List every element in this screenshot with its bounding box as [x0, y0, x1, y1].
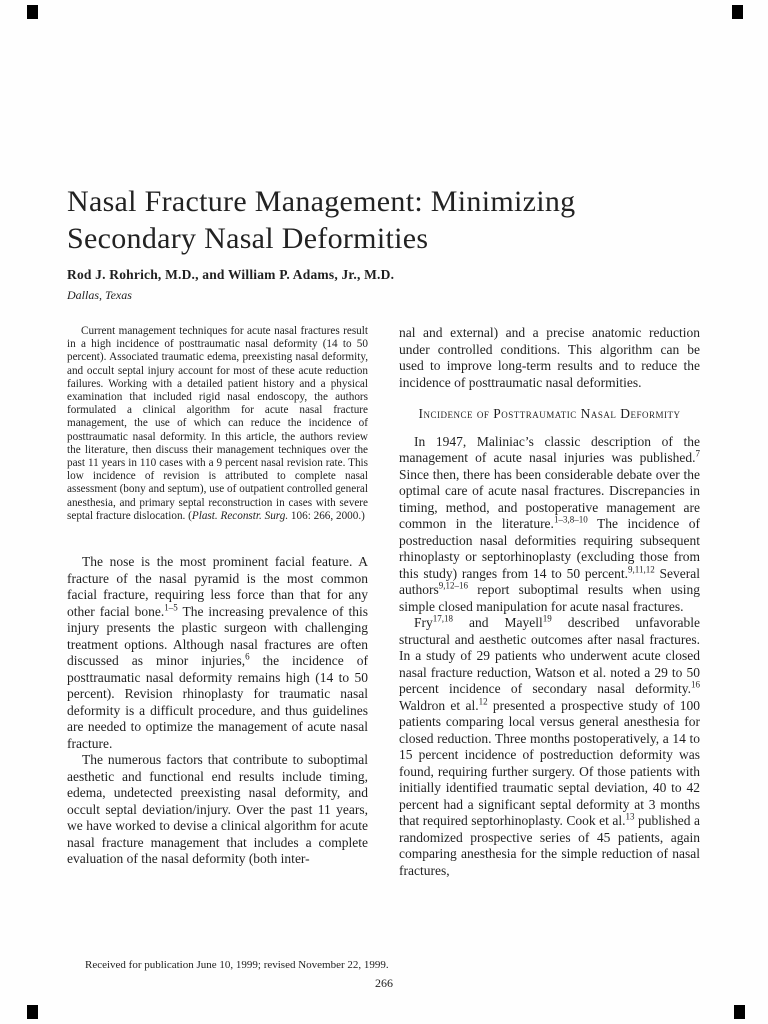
article-title: Nasal Fracture Management: Minimizing Secondary Nasal Deformities	[67, 185, 576, 255]
article-content	[67, 183, 701, 879]
abstract-text: Current management techniques for acute nasal fractures result in a high incidence of posttraumatic nasal deformity (14 to 50 percent). Associated traumatic edema, preexisting nasal deformity, and occult septal injury account for most of these acute reduction failures. Working with a detailed patient history and a physical examination that included rigid nasal endoscopy, the authors formulated a clinical algorithm for acute nasal fracture management, the use of which can reduce the incidence of posttraumatic nasal deformity. In this article, the authors review the literature, then discuss their management techniques over the past 11 years in 110 cases with a 9 percent nasal revision rate. This low incidence of revision is attributed to complete nasal assessment (bony and septum), use of outpatient controlled general anesthesia, and primary septal reconstruction in cases with severe septal fracture dislocation. (Plast. Reconstr. Surg. 106: 266, 2000.)	[67, 325, 368, 522]
left-body-text	[67, 554, 368, 868]
abstract	[67, 325, 368, 523]
registration-mark-bottom-right	[734, 1005, 745, 1019]
body-paragraph: The nose is the most prominent facial feature. A fracture of the nasal pyramid is the most common facial fracture, requiring less force than that for any other facial bone.$^{1-5}$ The increasing prevalence of this injury presents the plastic surgeon with challenging treatment options. Although nasal fractures are often discussed as minor injuries,$^6$ the incidence of posttraumatic nasal deformity remains high (14 to 50 percent). Revision rhinoplasty for traumatic nasal deformity is a difficult procedure, and thus guidelines are needed to optimize the management of acute nasal fracture.	[67, 554, 369, 751]
right-column	[399, 325, 700, 879]
body-paragraph-continuation: nal and external) and a precise anatomic reduction under controlled conditions. This algorithm can be used to improve long-term results and to reduce the incidence of posttraumatic nasal deformities.	[399, 325, 700, 390]
registration-mark-top-left	[27, 5, 38, 19]
registration-mark-bottom-left	[27, 1005, 38, 1019]
body-paragraph: Fry$^{17,18}$ and Mayell$^{19}$ described unfavorable structural and aesthetic outcomes after nasal fractures. In a study of 29 patients who underwent acute closed nasal fracture reduction, Watson et al. noted a 29 to 50 percent incidence of secondary nasal deformity.$^{16}$ Waldron et al.$^{12}$ presented a prospective study of 100 patients comparing local versus general anesthesia for closed reduction. Three months postoperatively, a 14 to 15 percent incidence of postreduction deformity was found, requiring further surgery. Of those patients with initially identified traumatic septal deviation, 40 to 42 percent had a significant septal deformity at 3 months that required septorhinoplasty. Cook et al.$^{13}$ published a randomized prospective series of 45 patients, again comparing anesthesia for the simple reduction of nasal fractures,	[399, 613, 700, 878]
body-paragraph: The numerous factors that contribute to suboptimal aesthetic and functional end results include timing, edema, undetected preexisting nasal deformity, and occult septal deviation/injury. Over the past 11 years, we have worked to devise a clinical algorithm for acute nasal fracture management that includes a complete evaluation of the nasal deformity (both inter-	[67, 752, 368, 867]
section-heading-incidence: Incidence of Posttraumatic Nasal Deformity	[418, 406, 681, 421]
affiliation: Dallas, Texas	[67, 288, 132, 302]
registration-mark-top-right	[732, 5, 743, 19]
body-paragraph: In 1947, Maliniac’s classic description of the management of acute nasal injuries was published.$^7$ Since then, there has been considerable debate over the optimal care of acute nasal fractures. Discrepancies in timing, method, and postoperative management are common in the literature.$^{1-3,8-10}$ The incidence of postreduction nasal deformities requiring subsequent rhinoplasty or septorhinoplasty (excluding those from this study) ranges from 14 to 50 percent.$^{9,11,12}$ Several authors$^{9,12-16}$ report suboptimal results when using simple closed manipulation for acute nasal fractures.	[399, 433, 700, 614]
received-note: Received for publication June 10, 1999; revised November 22, 1999.	[85, 959, 389, 971]
left-column	[67, 325, 368, 879]
authors-line: Rod J. Rohrich, M.D., and William P. Adams, Jr., M.D.	[67, 267, 395, 282]
page-number: 266	[375, 976, 393, 990]
right-body-text	[399, 325, 700, 879]
two-column-layout	[67, 325, 701, 879]
